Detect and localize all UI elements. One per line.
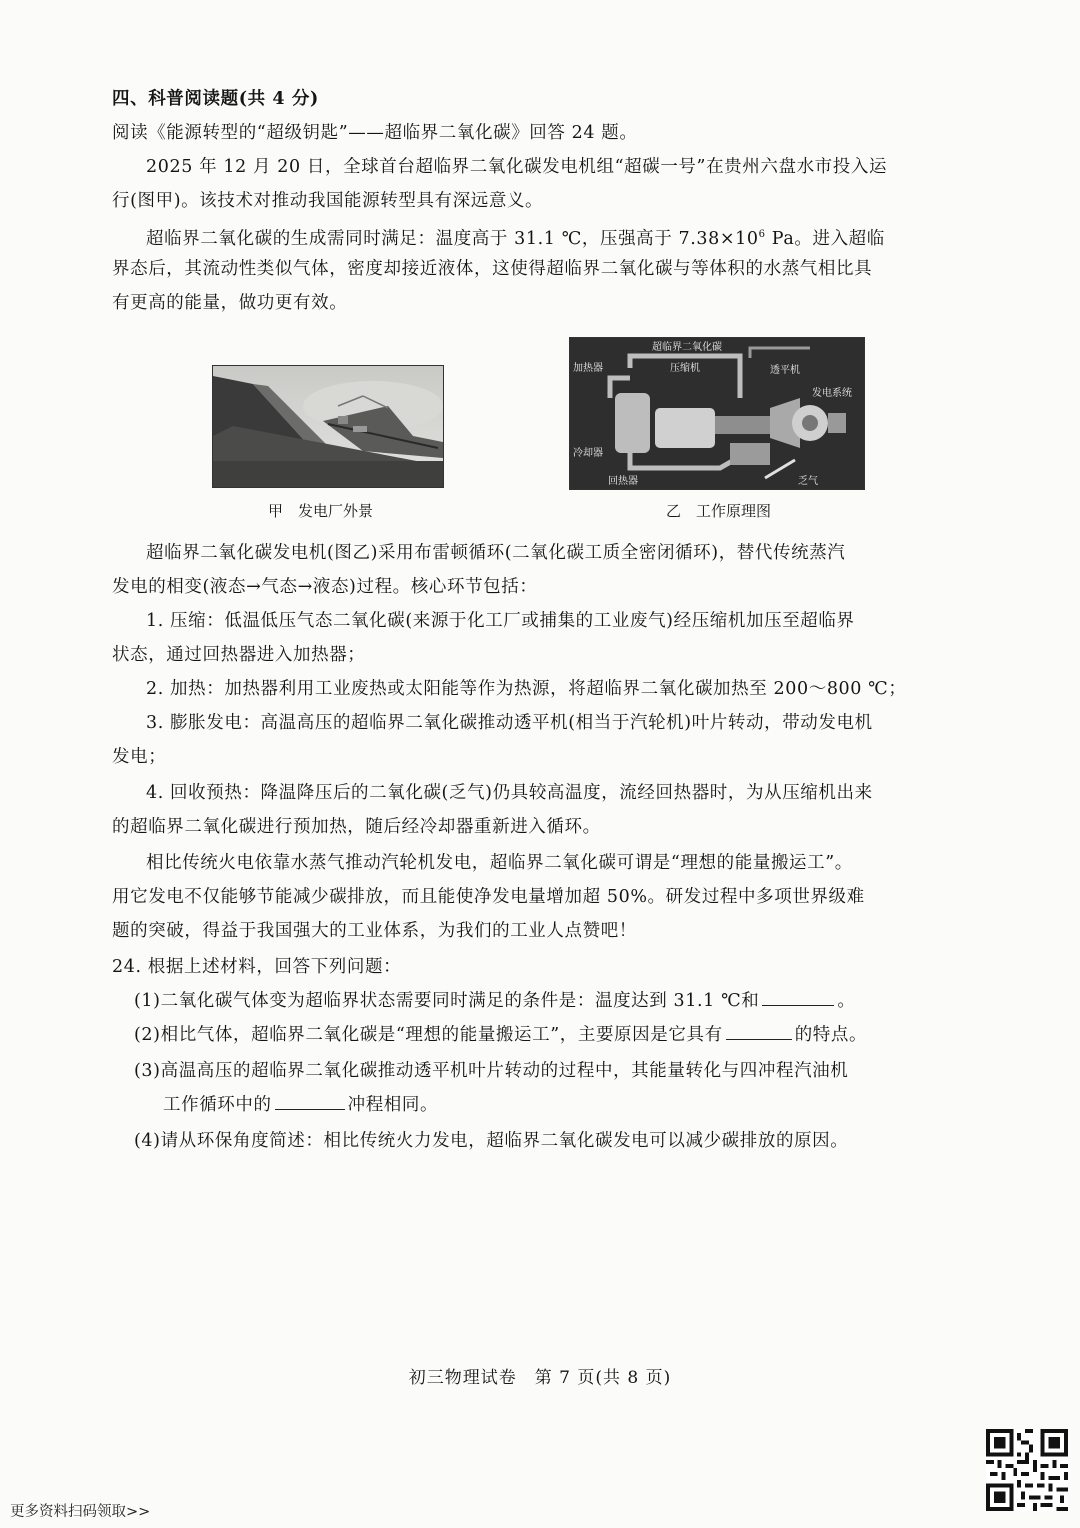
step1-line1: 1. 压缩：低温低压气态二氧化碳(来源于化工厂或捕集的工业废气)经压缩机加压至超临界 xyxy=(146,611,855,631)
para2-line1-a: 超临界二氧化碳的生成需同时满足：温度高于 31.1 ℃，压强高于 7.38×10 xyxy=(146,229,759,249)
para3-line2: 发电的相变(液态→气态→液态)过程。核心环节包括： xyxy=(112,577,538,597)
step3-line1: 3. 膨胀发电：高温高压的超临界二氧化碳推动透平机(相当于汽轮机)叶片转动，带动发电机 xyxy=(146,713,873,733)
question-stem: 24. 根据上述材料，回答下列问题： xyxy=(112,957,402,977)
q3-end: 冲程相同。 xyxy=(347,1095,439,1115)
para4-line3: 题的突破，得益于我国强大的工业体系，为我们的工业人点赞吧！ xyxy=(112,921,637,941)
q1-answer-blank[interactable] xyxy=(762,987,834,1006)
step2: 2. 加热：加热器利用工业废热或太阳能等作为热源，将超临界二氧化碳加热至 200～800 ℃； xyxy=(146,679,907,699)
label-cooler: 冷却器 xyxy=(573,448,603,459)
figure-a-caption: 甲 发电厂外景 xyxy=(268,502,374,520)
para3-line1: 超临界二氧化碳发电机(图乙)采用布雷顿循环(二氧化碳工质全密闭循环)，替代传统蒸汽 xyxy=(146,543,846,563)
step1-line2: 状态，通过回热器进入加热器； xyxy=(112,645,366,665)
label-turbine: 透平机 xyxy=(770,365,800,376)
promo-text: 更多资料扫码领取>> xyxy=(10,1504,151,1520)
question-2 xyxy=(134,1018,994,1052)
q2-end: 的特点。 xyxy=(794,1025,868,1045)
figure-power-plant-photo xyxy=(212,365,444,488)
question-3-line1: (3)高温高压的超临界二氧化碳推动透平机叶片转动的过程中，其能量转化与四冲程汽油机 xyxy=(134,1061,849,1081)
q2-answer-blank[interactable] xyxy=(726,1021,792,1040)
question-4: (4)请从环保角度简述：相比传统火力发电，超临界二氧化碳发电可以减少碳排放的原因。 xyxy=(134,1131,849,1151)
question-3-line2 xyxy=(163,1088,1023,1122)
para1-line1: 2025 年 12 月 20 日，全球首台超临界二氧化碳发电机组“超碳一号”在贵州六盘水市投入运 xyxy=(146,157,888,177)
page-footer: 初三物理试卷 第 7 页(共 8 页) xyxy=(408,1368,672,1388)
para2-line1 xyxy=(146,218,1006,256)
para2-line3: 有更高的能量，做功更有效。 xyxy=(112,293,348,313)
reading-intro: 阅读《能源转型的“超级钥匙”——超临界二氧化碳》回答 24 题。 xyxy=(112,123,638,143)
q3-text: 工作循环中的 xyxy=(163,1095,272,1115)
question-1 xyxy=(134,984,994,1018)
label-generator: 发电系统 xyxy=(812,388,852,399)
para2-line1-b: Pa。进入超临 xyxy=(765,229,885,249)
label-heater: 加热器 xyxy=(573,363,603,374)
label-supercritical-co2: 超临界二氧化碳 xyxy=(652,342,722,353)
q2-text: (2)相比气体，超临界二氧化碳是“理想的能量搬运工”，主要原因是它具有 xyxy=(134,1025,723,1045)
figure-working-principle-diagram xyxy=(569,337,865,490)
q1-text: (1)二氧化碳气体变为超临界状态需要同时满足的条件是：温度达到 31.1 ℃和 xyxy=(134,991,760,1011)
pressure-exponent: 6 xyxy=(758,229,766,240)
q1-end: 。 xyxy=(837,991,856,1011)
step4-line1: 4. 回收预热：降温降压后的二氧化碳(乏气)仍具较高温度，流经回热器时，为从压缩机出来 xyxy=(146,783,873,803)
label-recuperator: 回热器 xyxy=(608,476,638,487)
label-compressor: 压缩机 xyxy=(670,363,700,374)
figure-b-caption: 乙 工作原理图 xyxy=(666,502,772,520)
step4-line2: 的超临界二氧化碳进行预加热，随后经冷却器重新进入循环。 xyxy=(112,817,601,837)
qr-code-icon[interactable] xyxy=(986,1429,1068,1511)
para2-line2: 界态后，其流动性类似气体，密度却接近液体，这使得超临界二氧化碳与等体积的水蒸气相比具 xyxy=(112,259,873,279)
section-title: 四、科普阅读题(共 4 分) xyxy=(112,89,319,109)
para4-line1: 相比传统火电依靠水蒸气推动汽轮机发电，超临界二氧化碳可谓是“理想的能量搬运工”。 xyxy=(146,853,853,873)
label-exhaust: 乏气 xyxy=(798,476,818,487)
q3-answer-blank[interactable] xyxy=(275,1091,345,1110)
para4-line2: 用它发电不仅能够节能减少碳排放，而且能使净发电量增加超 50%。研发过程中多项世界级难 xyxy=(112,887,865,907)
step3-line2: 发电； xyxy=(112,747,167,767)
para1-line2: 行(图甲)。该技术对推动我国能源转型具有深远意义。 xyxy=(112,191,544,211)
